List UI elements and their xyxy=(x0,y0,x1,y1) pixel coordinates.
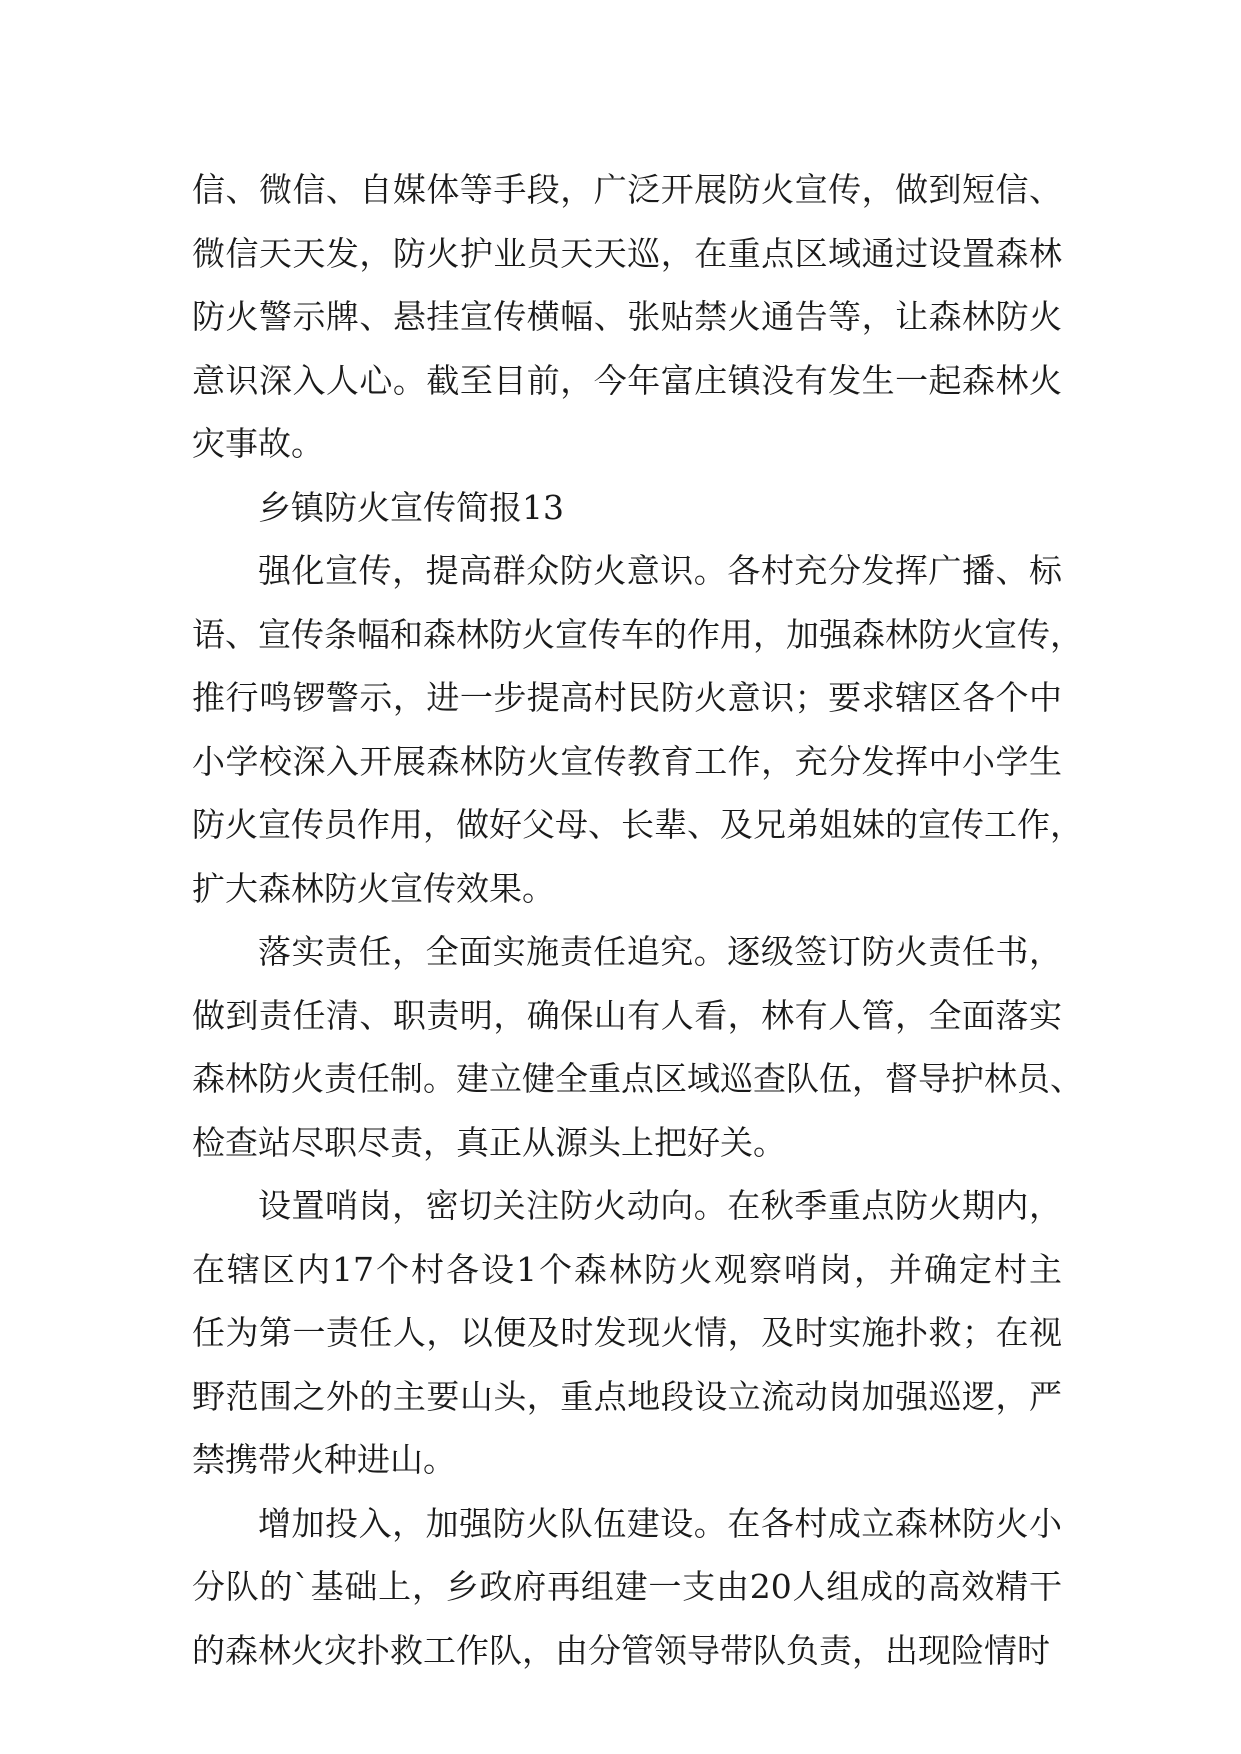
paragraph-continuation xyxy=(192,158,1062,476)
text-line: 灾事故。 xyxy=(192,424,324,463)
paragraph-responsibility xyxy=(192,920,1083,1174)
text-line: 微信天天发，防火护业员天天巡，在重点区域通过设置森林 xyxy=(192,233,1062,273)
text-line: 禁携带火种进山。 xyxy=(192,1440,456,1479)
text-line: 强化宣传，提高群众防火意识。各村充分发挥广播、标 xyxy=(258,551,1062,590)
text-line: 落实责任，全面实施责任追究。逐级签订防火责任书， xyxy=(258,932,1062,971)
paragraph-publicity xyxy=(192,539,1083,920)
text-line: 防火警示牌、悬挂宣传横幅、张贴禁火通告等，让森林防火 xyxy=(192,297,1062,336)
text-line: 野范围之外的主要山头，重点地段设立流动岗加强巡逻，严 xyxy=(192,1376,1062,1416)
text-line: 推行鸣锣警示，进一步提高村民防火意识；要求辖区各个中 xyxy=(192,678,1062,717)
paragraph-heading xyxy=(192,476,1062,540)
paragraph-investment xyxy=(192,1492,1062,1683)
section-heading: 乡镇防火宣传简报13 xyxy=(258,487,564,527)
text-line: 设置哨岗，密切关注防火动向。在秋季重点防火期内， xyxy=(258,1186,1062,1225)
document-body xyxy=(192,158,1083,1682)
text-line: 检查站尽职尽责，真正从源头上把好关。 xyxy=(192,1122,786,1162)
text-line: 做到责任清、职责明，确保山有人看，林有人管，全面落实 xyxy=(192,995,1062,1035)
text-line: 任为第一责任人，以便及时发现火情，及时实施扑救；在视 xyxy=(192,1313,1062,1352)
text-line: 增加投入，加强防火队伍建设。在各村成立森林防火小 xyxy=(258,1503,1062,1543)
text-line: 扩大森林防火宣传效果。 xyxy=(192,868,555,908)
text-line: 小学校深入开展森林防火宣传教育工作，充分发挥中小学生 xyxy=(192,741,1062,781)
text-line: 在辖区内17个村各设1个森林防火观察哨岗，并确定村主 xyxy=(192,1249,1062,1289)
text-line: 森林防火责任制。建立健全重点区域巡查队伍，督导护林员、 xyxy=(192,1059,1083,1098)
text-line: 的森林火灾扑救工作队，由分管领导带队负责，出现险情时 xyxy=(192,1630,1050,1670)
paragraph-posts xyxy=(192,1174,1062,1492)
text-line: 语、宣传条幅和森林防火宣传车的作用，加强森林防火宣传， xyxy=(192,614,1083,654)
text-line: 意识深入人心。截至目前，今年富庄镇没有发生一起森林火 xyxy=(192,360,1062,400)
text-line: 分队的`基础上，乡政府再组建一支由20人组成的高效精干 xyxy=(192,1567,1062,1606)
text-line: 信、微信、自媒体等手段，广泛开展防火宣传，做到短信、 xyxy=(192,170,1062,209)
text-line: 防火宣传员作用，做好父母、长辈、及兄弟姐妹的宣传工作， xyxy=(192,805,1083,844)
